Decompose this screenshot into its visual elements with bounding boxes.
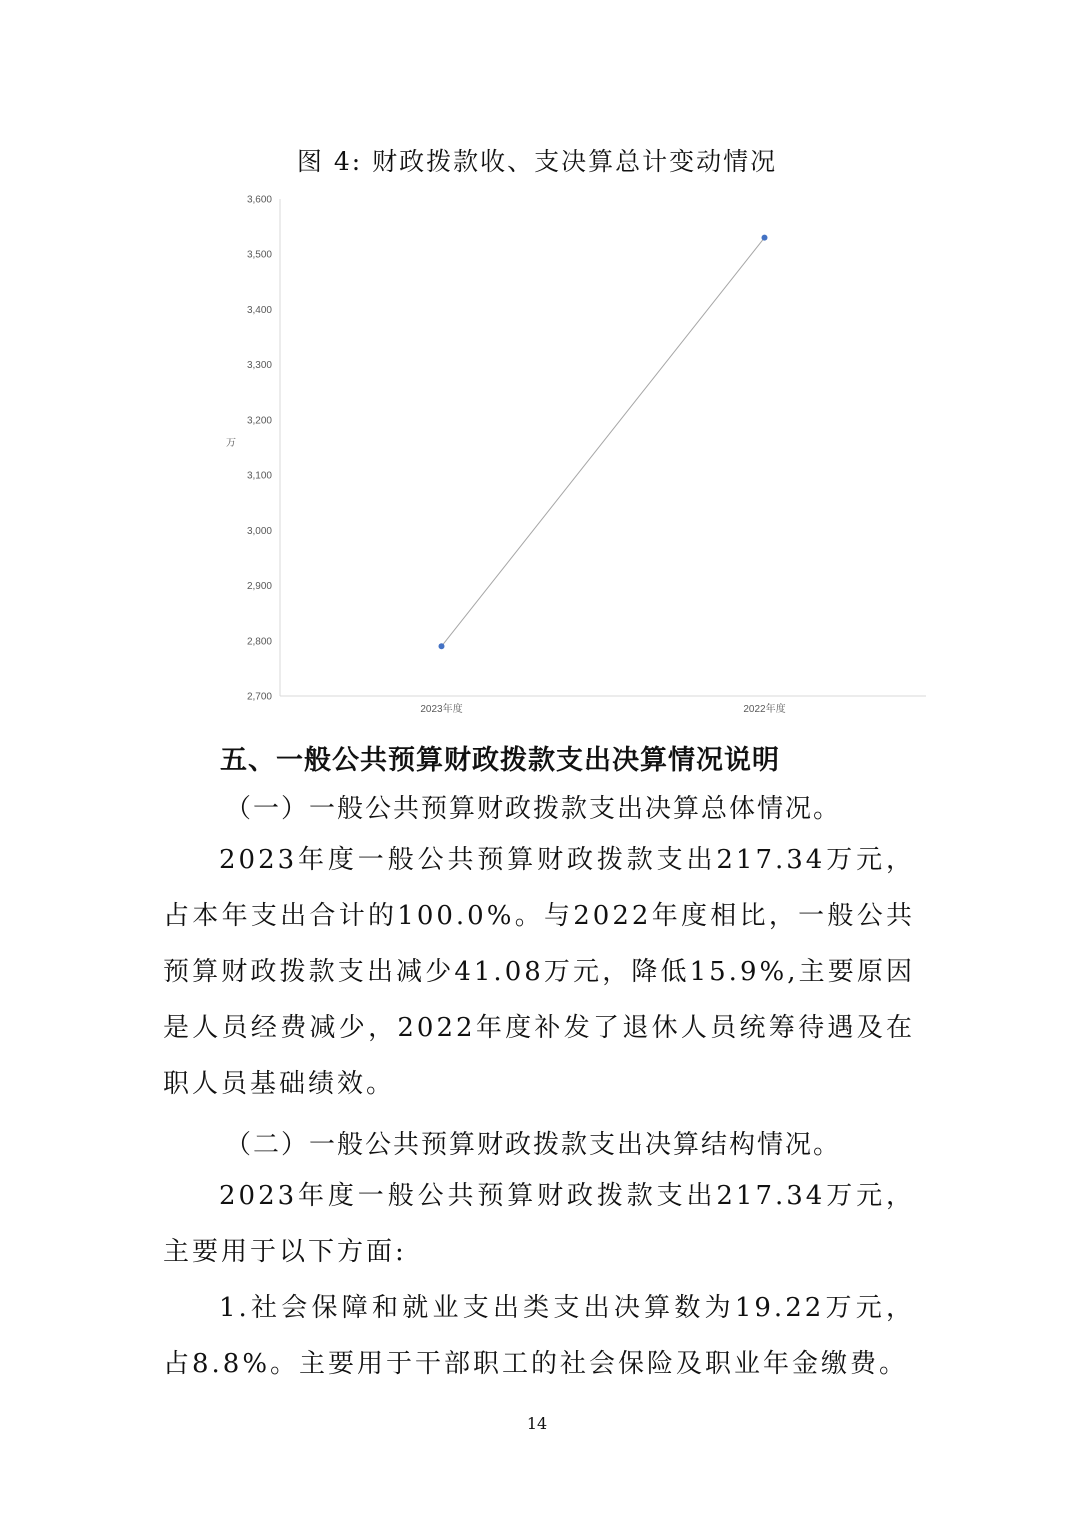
paragraph-item-1: 1.社会保障和就业支出类支出决算数为19.22万元，占8.8%。主要用于干部职工的社会保险及职业年金缴费。: [163, 1293, 915, 1379]
paragraph-overview: 2023年度一般公共预算财政拨款支出217.34万元，占本年支出合计的100.0%。与2022年度相比，一般公共预算财政拨款支出减少41.08万元，降低15.9%,主要原因是人员经费减少，2022年度补发了退休人员统筹待遇及在职人员基础绩效。: [163, 845, 915, 1099]
subsection-heading-1: （一）一般公共预算财政拨款支出决算总体情况。: [225, 794, 842, 824]
y-tick-label: 3,200: [246, 415, 272, 427]
y-tick-label: 2,800: [246, 636, 272, 648]
y-tick-label: 3,300: [246, 360, 272, 372]
y-tick-label: 2,700: [246, 691, 272, 703]
y-tick-label: 3,000: [246, 525, 272, 537]
data-point: [762, 235, 768, 241]
subsection-heading-2: （二）一般公共预算财政拨款支出决算结构情况。: [225, 1130, 842, 1160]
page-number: 14: [526, 1414, 548, 1433]
x-tick-label: 2023年度: [420, 704, 463, 715]
y-tick-label: 2,900: [246, 581, 272, 593]
chart-title: 图 4: 财政拨款收、支决算总计变动情况: [296, 147, 778, 176]
y-axis-label: 万: [226, 438, 236, 449]
section-heading: 五、一般公共预算财政拨款支出决算情况说明: [220, 745, 780, 776]
y-tick-label: 3,400: [246, 304, 272, 316]
y-tick-label: 3,600: [246, 194, 272, 206]
series-line: [442, 238, 765, 647]
x-tick-label: 2022年度: [743, 704, 786, 715]
line-chart: [218, 188, 938, 718]
paragraph-structure: 2023年度一般公共预算财政拨款支出217.34万元，主要用于以下方面:: [163, 1181, 915, 1267]
y-tick-label: 3,500: [246, 249, 272, 261]
y-tick-label: 3,100: [246, 470, 272, 482]
data-point: [439, 643, 445, 649]
